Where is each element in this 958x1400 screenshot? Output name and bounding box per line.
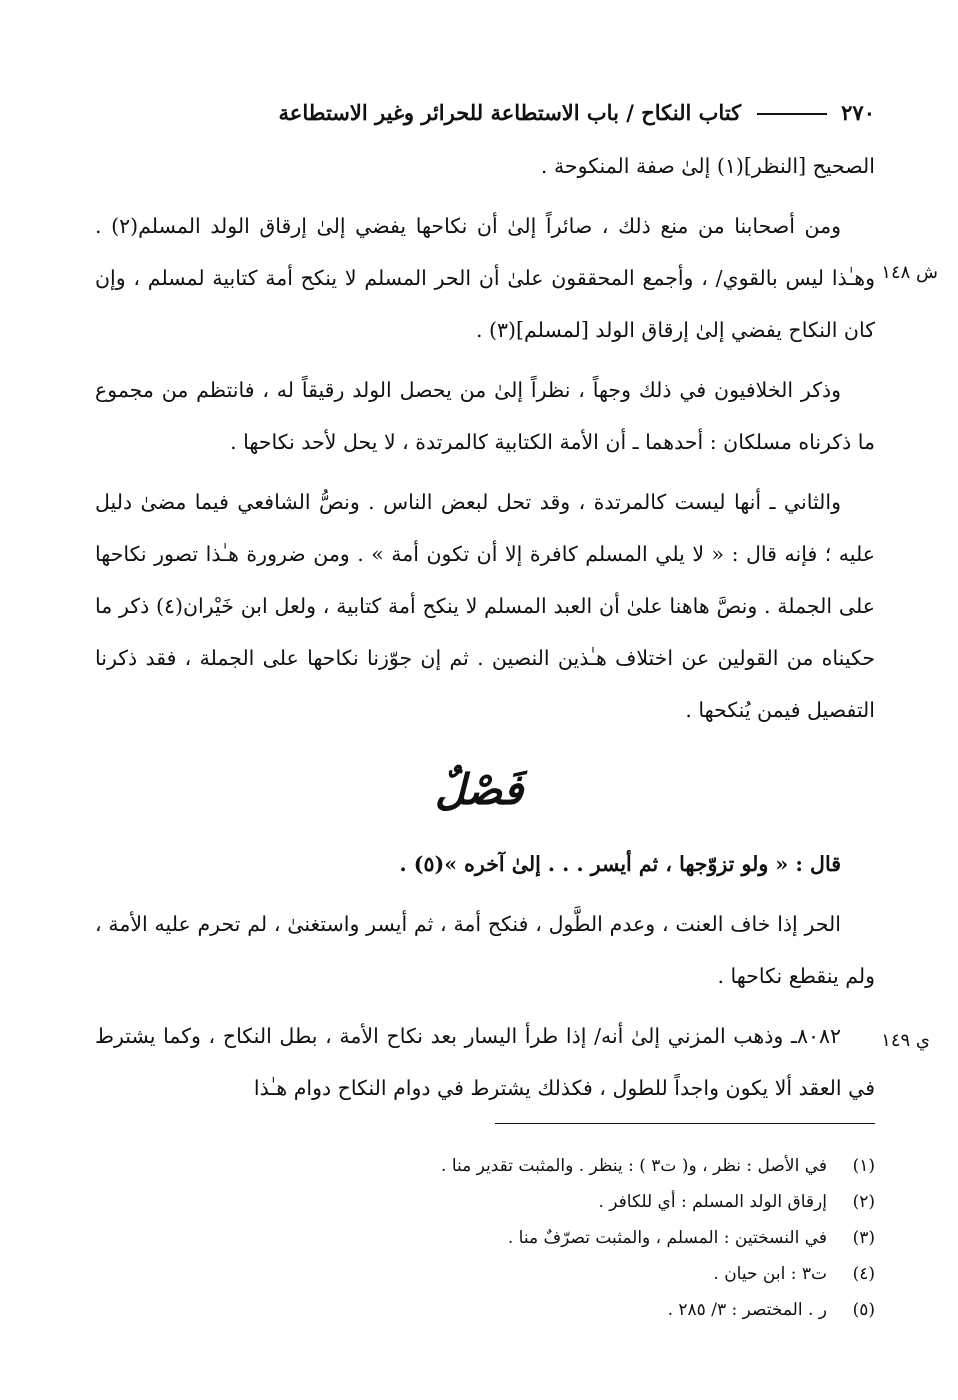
main-text [95, 140, 875, 744]
section-text [95, 838, 875, 1122]
page-number: ٢٧٠ [841, 99, 875, 125]
footnote-item [95, 1292, 875, 1328]
header-title: كتاب النكاح / باب الاستطاعة للحرائر وغير الاستطاعة [278, 99, 742, 125]
footnote-number: (٣) [852, 1228, 875, 1248]
footnote-number: (٢) [852, 1192, 875, 1212]
footnote-text: إرقاق الولد المسلم : أي للكافر . [598, 1192, 827, 1212]
paragraph-2: ومن أصحابنا من منع ذلك ، صائراً إلىٰ أن نكاحها يفضي إلىٰ إرقاق الولد المسلم(٢) . وهـٰذا ليس بالقوي/ ، وأجمع المحققون علىٰ أن الحر المسلم لا ينكح أمة كتابية لمسلم ، وإن كان النكاح يفضي إلىٰ إرقاق الولد [لمسلم](٣) . [95, 214, 875, 342]
paragraph-4: والثاني ـ أنها ليست كالمرتدة ، وقد تحل لبعض الناس . ونصُّ الشافعي فيما مضىٰ دليل عليه ؛ فإنه قال : « لا يلي المسلم كافرة إلا أن تكون أمة » . ومن ضرورة هـٰذا تصور نكاحها على الجملة . ونصَّ هاهنا علىٰ أن العبد المسلم لا ينكح أمة كتابية ، ولعل ابن خَيْران(٤) ذكر ما حكيناه من القولين عن اختلاف هـٰذين النصين . ثم إن جوّزنا نكاحها على الجملة ، فقد ذكرنا التفصيل فيمن يُنكحها . [95, 490, 875, 722]
footnote-text: ر . المختصر : ٣/ ٢٨٥ . [667, 1300, 827, 1320]
header-rule [757, 113, 827, 115]
running-header [95, 92, 875, 132]
footnote-item [95, 1220, 875, 1256]
paragraph-3: وذكر الخلافيون في ذلك وجهاً ، نظراً إلىٰ من يحصل الولد رقيقاً له ، فانتظم من مجموع ما ذكرناه مسلكان : أحدهما ـ أن الأمة الكتابية كالمرتدة ، لا يحل لأحد نكاحها . [95, 378, 875, 454]
footnote-number: (١) [852, 1156, 875, 1176]
footnote-item [95, 1256, 875, 1292]
footnotes [95, 1148, 875, 1328]
paragraph-7: ٨٠٨٢ـ وذهب المزني إلىٰ أنه/ إذا طرأ اليسار بعد نكاح الأمة ، بطل النكاح ، وكما يشترط في العقد ألا يكون واجداً للطول ، فكذلك يشترط في دوام النكاح دوام هـٰذا [95, 1024, 875, 1100]
footnote-number: (٤) [852, 1264, 875, 1284]
footnote-number: (٥) [852, 1300, 875, 1320]
footnote-text: في النسختين : المسلم ، والمثبت تصرّفٌ منا . [507, 1228, 827, 1248]
margin-note-y149: ي ١٤٩ [881, 1030, 930, 1051]
margin-note-sh148: ش ١٤٨ [881, 262, 938, 283]
footnote-text: في الأصل : نظر ، و( ت٣ ) : ينظر . والمثبت تقدير منا . [441, 1156, 827, 1176]
footnote-text: ت٣ : ابن حيان . [713, 1264, 827, 1284]
footnote-item [95, 1148, 875, 1184]
section-heading: فَصْلٌ [434, 765, 524, 814]
paragraph-1: الصحيح [النظر](١) إلىٰ صفة المنكوحة . [540, 154, 875, 178]
paragraph-6: الحر إذا خاف العنت ، وعدم الطَّول ، فنكح أمة ، ثم أيسر واستغنىٰ ، لم تحرم عليه الأمة ، ولم ينقطع نكاحها . [95, 912, 875, 988]
footnote-separator [495, 1123, 875, 1124]
paragraph-5: قال : « ولو تزوّجها ، ثم أيسر . . . إلىٰ آخره »(٥) . [399, 852, 841, 876]
footnote-item [95, 1184, 875, 1220]
